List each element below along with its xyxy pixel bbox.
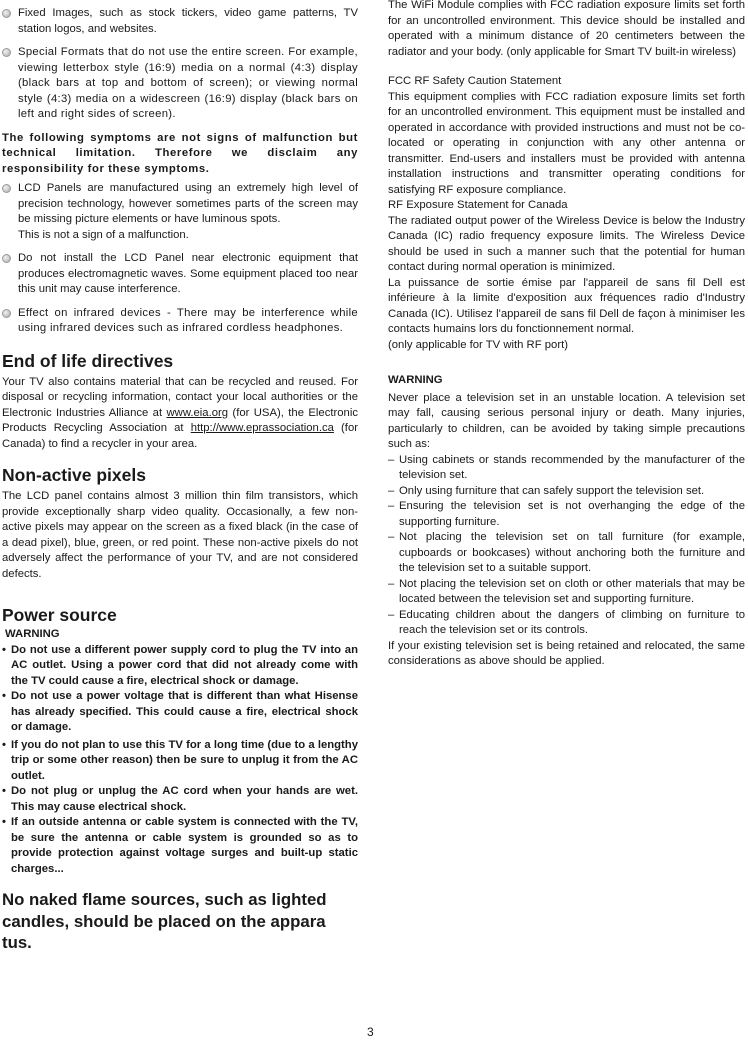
epra-link[interactable]: http://www.eprassociation.ca <box>190 422 334 434</box>
fcc-heading: FCC RF Safety Caution Statement <box>388 75 562 87</box>
bullet-special-formats: Special Formats that do not use the entire screen. For example, viewing letterbox style (16:9) media on a normal (4:3) display (black bars at top and bottom of screen); or viewing normal style (4:3) media on a widescreen (16:9) display (black bars on left and right sides of screen). <box>2 45 358 123</box>
power-heading: Power source <box>2 605 117 625</box>
closing-text: If your existing television set is being retained and relocated, the same considerations as above should be applied. <box>388 639 745 667</box>
disclaimer-text: The following symptoms are not signs of malfunction but technical limitation. Therefore we disclaim any responsibility for these symptoms. <box>2 131 358 175</box>
wifi-text: The WiFi Module complies with FCC radiation exposure limits set forth for an uncontrolled environment. This device should be installed and operated with a minimum distance of 20 centimeters between the radiator and your body. (only applicable for Smart TV built-in wireless) <box>388 0 745 58</box>
rf-port-note: (only applicable for TV with RF port) <box>388 338 568 351</box>
bullet-dot-icon <box>2 309 11 318</box>
bullet-infrared: Effect on infrared devices - There may be interference while using infrared devices such as infrared cordless headphones. <box>2 306 358 337</box>
eia-link[interactable]: www.eia.org <box>166 406 229 419</box>
power-item: • Do not plug or unplug the AC cord when your hands are wet. This may cause electrical shock. <box>2 784 358 815</box>
left-column <box>2 6 358 954</box>
eol-text: Your TV also contains material that can be recycled and reused. For disposal or recycling information, contact your local authorities or the Electronic Industries Alliance at www.eia.org (for USA), the Electronic Products Recycling Association at http://www.eprassociation.ca (for Canada) to find a recycler in your area. <box>2 375 358 450</box>
precaution-item: – Ensuring the television set is not overhanging the edge of the supporting furniture. <box>388 500 745 528</box>
power-item: • Do not use a different power supply cord to plug the TV into an AC outlet. Using a power cord that did not already come with the TV could cause a fire, electrical shock or damage. <box>2 643 358 690</box>
bullet-lcd-precision: LCD Panels are manufactured using an extremely high level of precision technology, however sometimes parts of the screen may be missing picture elements or have luminous spots. This is not a sign of a malfunction. <box>2 181 358 243</box>
bullet-dot-icon <box>2 9 11 18</box>
precaution-item: – Educating children about the dangers of climbing on furniture to reach the television set or its controls. <box>388 608 745 636</box>
pixels-heading: Non-active pixels <box>2 465 146 485</box>
eol-heading: End of life directives <box>2 350 174 371</box>
power-warning-label: WARNING <box>5 628 60 640</box>
fcc-text: This equipment complies with FCC radiation exposure limits set forth for an uncontrolled environment. This equipment must be installed and operated in accordance with provided instructions and must not be co-located or operating in conjunction with any other antenna or transmitter. End-users and installers must be provided with antenna installation instructions and transmitter operating conditions for satisfying RF exposure compliance. <box>388 90 745 196</box>
bullet-dot-icon <box>2 48 11 57</box>
bullet-fixed-images: Fixed Images, such as stock tickers, video game patterns, TV station logos, and websites. <box>2 6 358 37</box>
bullet-dot-icon <box>2 254 11 263</box>
french-text: La puissance de sortie émise par l'appareil de sans fil Dell est inférieure à la limite d'exposition aux fréquences radio d'Industry Canada (IC). Utilisez l'appareil de sans fil Dell de façon à minimiser les contacts humains lors du fonctionnement normal. <box>388 276 745 335</box>
power-item: • If an outside antenna or cable system is connected with the TV, be sure the antenna or cable system is grounded so as to provide protection against voltage surges and built-up static charges... <box>2 815 358 877</box>
precaution-item: – Using cabinets or stands recommended by the manufacturer of the television set. <box>388 453 745 481</box>
power-item: • If you do not plan to use this TV for a long time (due to a lengthy trip or some other reason) then be sure to unplug it from the AC outlet. <box>2 738 358 785</box>
warning-heading: WARNING <box>388 374 443 386</box>
flame-warning: No naked flame sources, such as lighted candles, should be placed on the appara tus. <box>2 890 327 952</box>
bullet-electromagnetic: Do not install the LCD Panel near electronic equipment that produces electromagnetic waves. Some equipment placed too near this unit may cause interference. <box>2 251 358 298</box>
pixels-text: The LCD panel contains almost 3 million thin film transistors, which provide exceptionally sharp video quality. Occasionally, a few non-active pixels may appear on the screen as a fixed black (in the case of a dead pixel), blue, green, or red point. These non-active pixels do not adversely affect the performance of your TV, and are not considered defects. <box>2 490 358 580</box>
canada-text: The radiated output power of the Wireless Device is below the Industry Canada (IC) radio frequency exposure limits. The Wireless Device should be used in such a manner such that the potential for human contact during normal operation is minimized. <box>388 214 745 273</box>
precaution-item: – Only using furniture that can safely support the television set. <box>388 484 705 497</box>
canada-heading: RF Exposure Statement for Canada <box>388 199 568 211</box>
power-item: • Do not use a power voltage that is different than what Hisense has already specified. This could cause a fire, electrical shock or damage. <box>2 689 358 736</box>
precaution-item: – Not placing the television set on cloth or other materials that may be located between the television set and supporting furniture. <box>388 577 745 605</box>
page-number: 3 <box>367 1025 374 1039</box>
malfunction-note: This is not a sign of a malfunction. <box>18 228 189 241</box>
warning-text: Never place a television set in an unstable location. A television set may fall, causing serious personal injury or death. Many injuries, particularly to children, can be avoided by taking simple precautions such as: <box>388 391 745 450</box>
right-column <box>388 0 745 670</box>
bullet-dot-icon <box>2 184 11 193</box>
precaution-item: – Not placing the television set on tall furniture (for example, cupboards or bookcases) without anchoring both the furniture and the television set to a suitable support. <box>388 531 745 574</box>
